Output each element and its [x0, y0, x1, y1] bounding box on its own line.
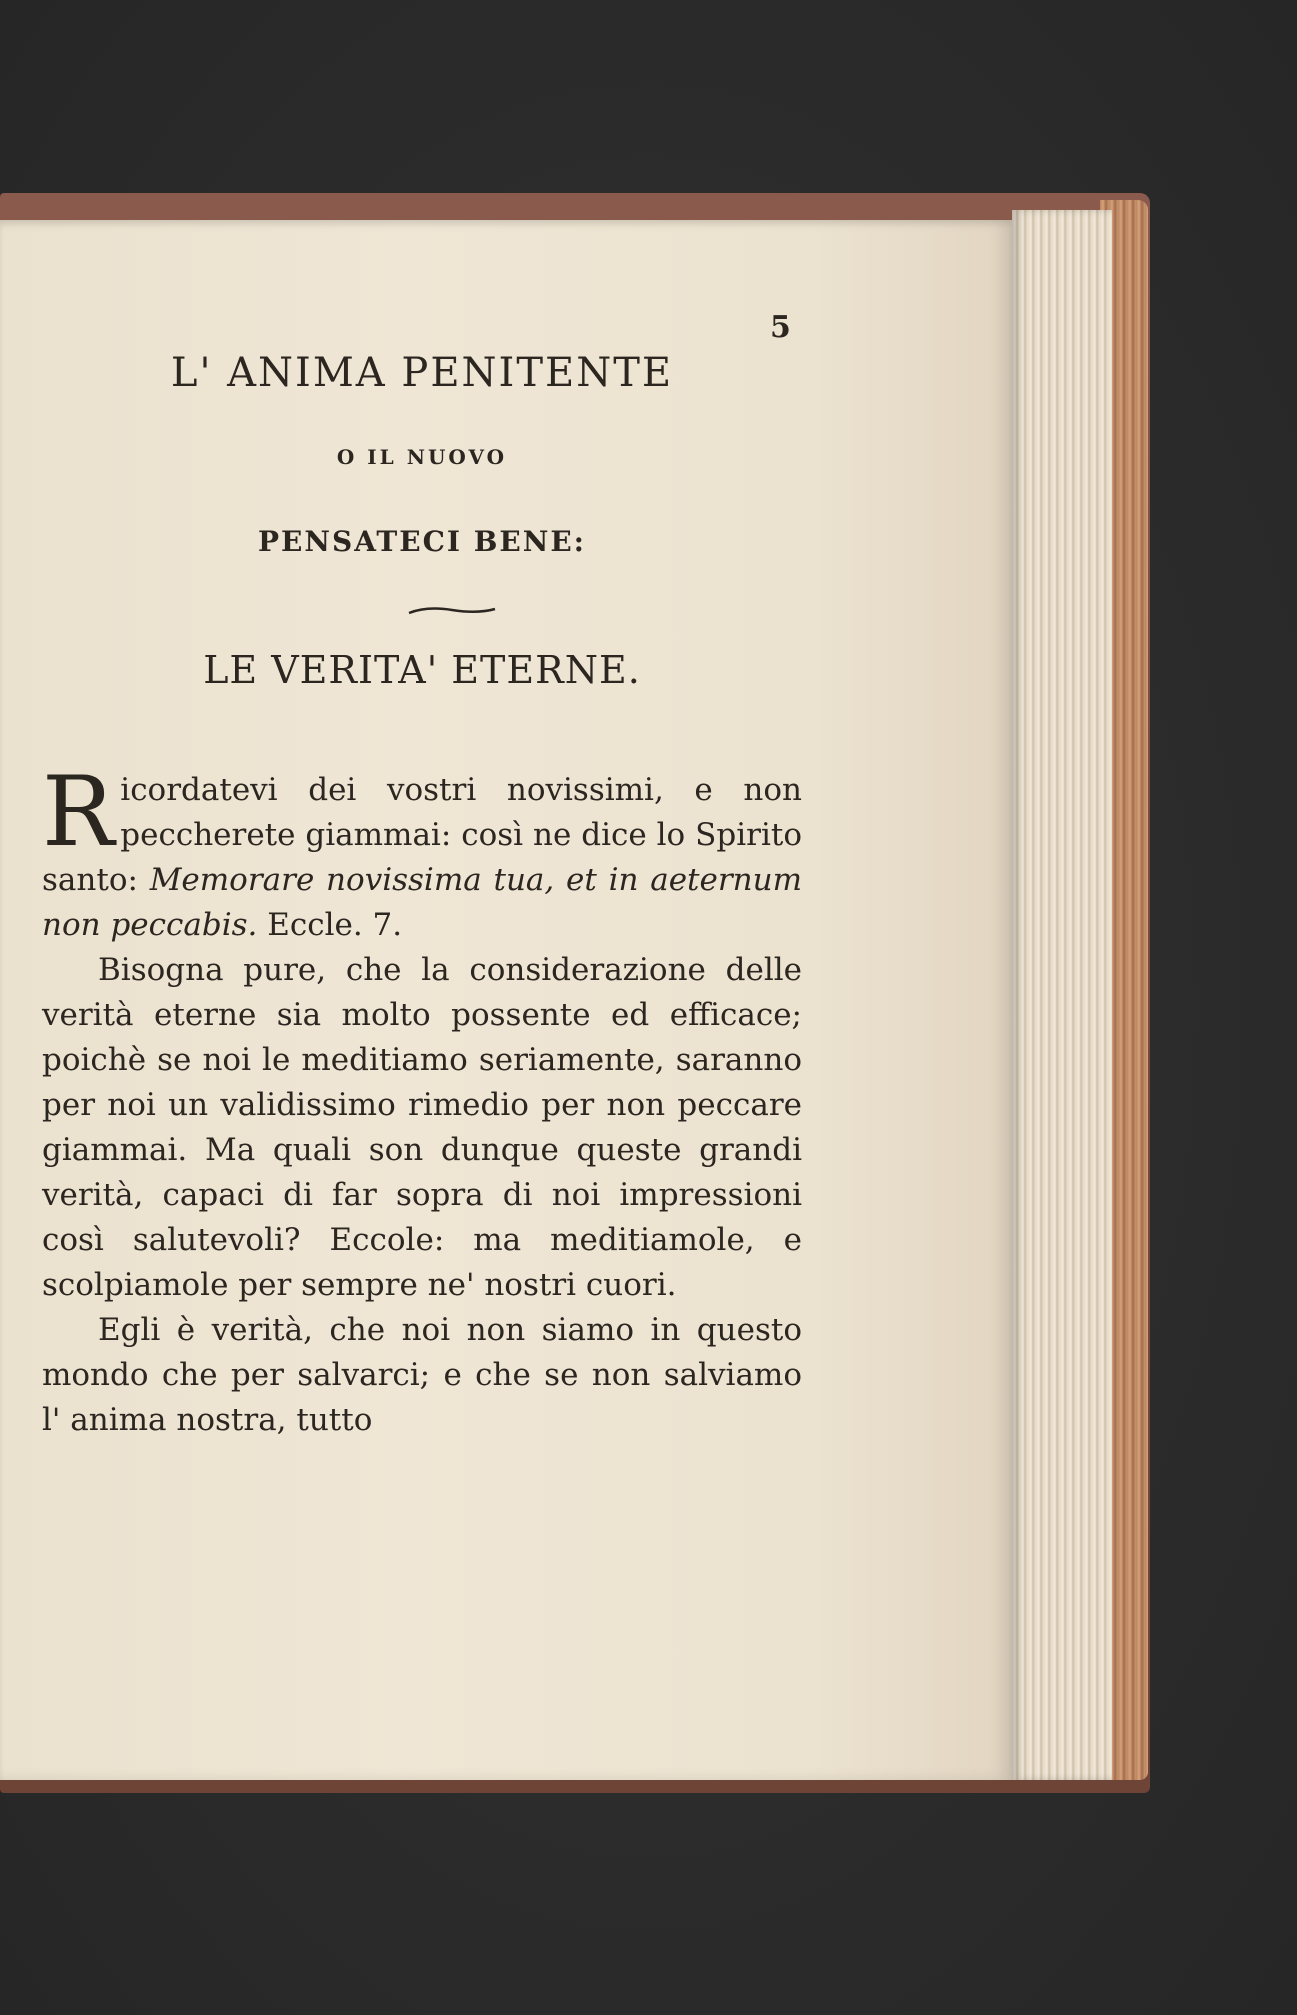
section-title: LE VERITA' ETERNE. [203, 648, 641, 692]
page-edges [1012, 210, 1112, 1780]
paragraph-1 [42, 756, 802, 948]
book-page [0, 220, 1012, 1780]
paragraph-2: Bisogna pure, che la considerazione delle verità eterne sia molto possente ed efficace; poichè se noi le meditiamo seriamente, saranno per noi un validissimo rimedio per non peccare giammai. Ma quali son dunque queste grandi verità, capaci di far sopra di noi impressioni così salutevoli? Eccole: ma meditiamole, e scolpiamole per sempre ne' nostri cuori. [42, 952, 802, 1303]
drop-cap: R [42, 756, 115, 868]
paragraph-3: Egli è verità, che noi non siamo in questo mondo che per salvarci; e che se non salviamo l' anima nostra, tutto [42, 1312, 802, 1438]
paragraph-1-text-a: icordatevi dei vostri novissimi, e non peccherete giammai: così ne dice lo Spirito santo: [42, 772, 802, 898]
page-number: 5 [770, 310, 791, 345]
latin-quote: Memorare novissima tua, et in aeternum non peccabis. [42, 862, 802, 943]
paragraph-1-text-b: Eccle. 7. [257, 907, 403, 943]
ornament-divider [407, 604, 497, 618]
body-text [42, 756, 802, 1443]
book-subtitle-2: PENSATECI BENE: [258, 525, 586, 558]
book-subtitle: O IL NUOVO [336, 445, 508, 469]
book-title: L' ANIMA PENITENTE [170, 350, 674, 396]
